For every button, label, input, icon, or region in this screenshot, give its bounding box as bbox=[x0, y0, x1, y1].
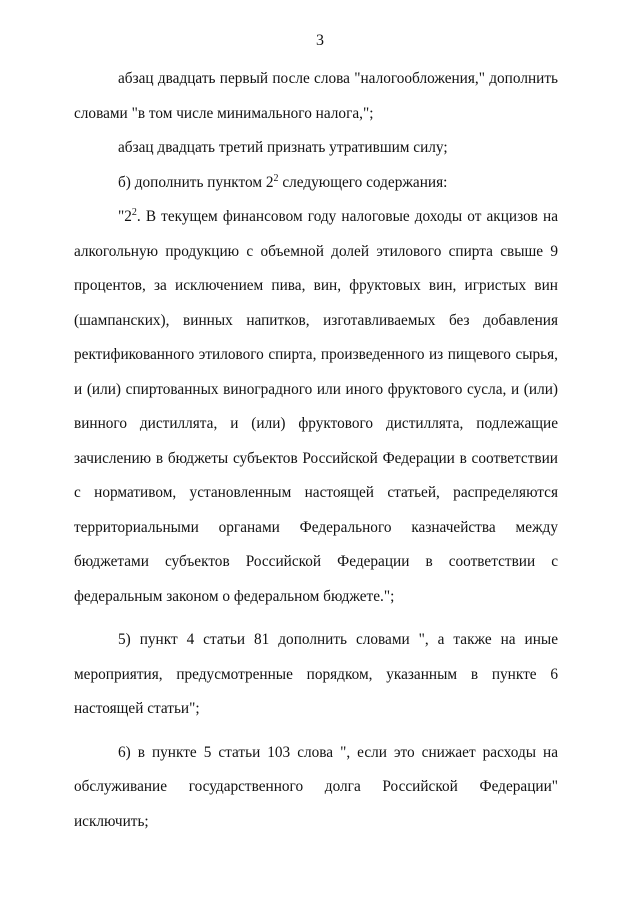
paragraph-item-6: 6) в пункте 5 статьи 103 слова ", если это снижает расходы на обслуживание государственного долга Российской Федерации" исключить; bbox=[74, 743, 558, 830]
paragraph-point-2-2-text bbox=[74, 200, 558, 614]
paragraph-repeal-paragraph-23: абзац двадцать третий признать утратившим силу; bbox=[118, 139, 448, 156]
paragraph-item-5: 5) пункт 4 статьи 81 дополнить словами ", а также на иные мероприятия, предусмотренные порядком, указанным в пункте 6 настоящей статьи"; bbox=[74, 631, 558, 717]
paragraph-add-point-2-2 bbox=[74, 166, 558, 201]
superscript: 2 bbox=[273, 172, 279, 184]
paragraph-text-start: "2 bbox=[118, 208, 132, 225]
document-body bbox=[74, 62, 558, 839]
paragraph-amend-paragraph-21: абзац двадцать первый после слова "налогообложения," дополнить словами "в том числе минимального налога,"; bbox=[74, 70, 558, 122]
paragraph-text-end: следующего содержания: bbox=[278, 173, 448, 191]
superscript: 2 bbox=[131, 206, 137, 218]
page-number: 3 bbox=[316, 32, 324, 49]
paragraph-text-start: б) дополнить пунктом 2 bbox=[118, 173, 274, 191]
paragraph-text-end: . В текущем финансовом году налоговые доходы от акцизов на алкогольную продукцию с объемной долей этилового спирта свыше 9 процентов, за исключением пива, вин, фруктовых вин, игристых вин (шампанских), винных напитков, изготавливаемых без добавления ректификованного этилового спирта, произведенного из пищевого сырья, и (или) спиртованных виноградного или иного фруктового сусла, и (или) винного дистиллята, и (или) фруктового дистиллята, подлежащие зачислению в бюджеты субъектов Российской Федерации в соответствии с нормативом, установленным настоящей статьей, распределяются территориальными органами Федерального казначейства между бюджетами субъектов Российской Федерации в соответствии с федеральным законом о федеральном бюджете."; bbox=[74, 208, 558, 605]
